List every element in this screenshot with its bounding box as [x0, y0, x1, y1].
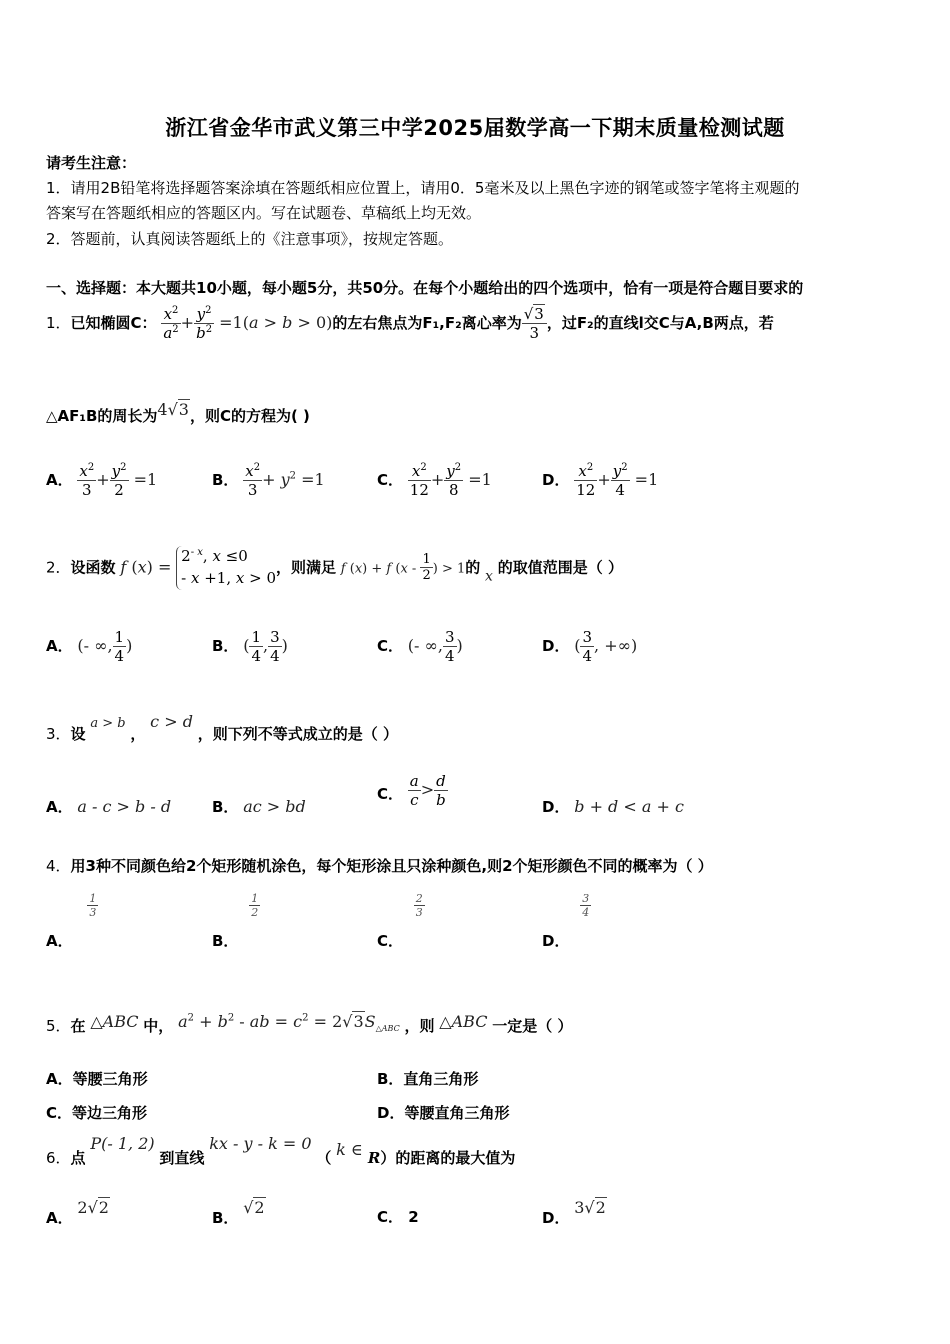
question-4-line: 4．用3种不同颜色给2个矩形随机涂色，每个矩形涂且只涂种颜色,则2个矩形颜色不同的概率为（ ） [46, 857, 713, 875]
question-4-option-a[interactable]: A． $\frac{1}{3}$ [46, 892, 97, 951]
question-1-option-b[interactable]: B． $\frac{x^2}{3}$ + $y^2 =1$ [212, 462, 325, 499]
question-5-option-a[interactable]: A．等腰三角形 [46, 1070, 148, 1088]
piecewise-function: $2^{- x}$, x ≤0 - x +1, x > 0 [176, 546, 276, 590]
question-2-option-b[interactable]: B． ( $\frac{1}{4}$ , $\frac{3}{4}$ ) [212, 628, 288, 665]
question-1-line: 1．已知椭圆C： $\frac{x^2}{a^2}$ + $\frac{y^2}{b^2}$ =1(a > b > 0)的左右焦点为F₁,F₂离心率为 $\frac{√3}{3}$ ，过F₂的直线l交C与A,B两点，若 [46, 305, 774, 342]
question-1-option-c[interactable]: C． $\frac{x^2}{12}$ + $\frac{y^2}{8}$ =1 [377, 462, 492, 499]
question-6-line: 6．点 P(- 1, 2) 到直线 kx - y - k = 0 （ k ∈ R）的距离的最大值为 [46, 1134, 516, 1167]
question-3-option-b[interactable]: B． ac > bd [212, 797, 306, 816]
question-4-option-d[interactable]: D． $\frac{3}{4}$ [542, 892, 590, 951]
question-3-option-d[interactable]: D． b + d < a + c [542, 797, 684, 816]
question-6-option-c[interactable]: C． 2 [377, 1208, 419, 1226]
page-title: 浙江省金华市武义第三中学2025届数学高一下期末质量检测试题 [165, 116, 785, 140]
question-2-line: 2．设函数 f $(x) = 2^{- x}$, x ≤0 - x +1, x > 0，则满足 f (x) + f (x - $\frac{1}{2}$ ) > 1的 x 的取值范围是（ ） [46, 546, 623, 590]
question-6-option-d[interactable]: D． 3√2 [542, 1198, 606, 1227]
question-1-option-d[interactable]: D． $\frac{x^2}{12}$ + $\frac{y^2}{4}$ =1 [542, 462, 659, 499]
notice-line-1: 1．请用2B铅笔将选择题答案涂填在答题纸相应位置上，请用0．5毫米及以上黑色字迹的钢笔或签字笔将主观题的 [46, 179, 800, 197]
question-5-option-c[interactable]: C．等边三角形 [46, 1104, 148, 1122]
question-3-line: 3．设 a > b ， c > d ，则下列不等式成立的是（ ） [46, 712, 398, 743]
question-4-option-b[interactable]: B． $\frac{1}{2}$ [212, 892, 259, 951]
question-5-option-b[interactable]: B．直角三角形 [377, 1070, 479, 1088]
ellipse-x-term: $\frac{x^2}{a^2}$ [163, 305, 179, 342]
question-5-option-d[interactable]: D．等腰直角三角形 [377, 1104, 510, 1122]
question-5-line: 5．在 △ABC 中， $a^2 + b^2$ - ab = $c^2 = 2√3S_{\triangle ABC}$ ，则 △ABC 一定是（ ） [46, 1012, 573, 1035]
ellipse-y-term: $\frac{y^2}{b^2}$ [196, 305, 213, 342]
question-1-option-a[interactable]: A． $\frac{x^2}{3}$ + $\frac{y^2}{2}$ =1 [46, 462, 158, 499]
section-heading: 一、选择题：本大题共10小题，每小题5分，共50分。在每个小题给出的四个选项中，恰有一项是符合题目要求的 [46, 279, 804, 297]
question-6-option-b[interactable]: B． √2 [212, 1198, 265, 1227]
question-1-number: 1． [46, 314, 71, 332]
question-6-option-a[interactable]: A． 2√2 [46, 1198, 109, 1227]
question-1-line-2: △AF₁B的周长为4√3，则C的方程为( ) [46, 400, 310, 425]
eccentricity-value: $\frac{√3}{3}$ [522, 305, 547, 342]
question-2-option-d[interactable]: D． ( $\frac{3}{4}$ , +∞) [542, 628, 638, 665]
question-3-option-c[interactable]: C． $\frac{a}{c}$ > $\frac{d}{b}$ [377, 772, 446, 809]
question-3-option-a[interactable]: A． a - c > b - d [46, 797, 172, 816]
question-2-option-c[interactable]: C． (- ∞, $\frac{3}{4}$ ) [377, 628, 463, 665]
line-equation: kx - y - k = 0 [209, 1134, 312, 1153]
question-4-option-c[interactable]: C． $\frac{2}{3}$ [377, 892, 423, 951]
point-p: P(- 1, 2) [90, 1134, 155, 1153]
notice-heading: 请考生注意： [46, 154, 137, 172]
notice-line-2: 2．答题前，认真阅读答题纸上的《注意事项》，按规定答题。 [46, 230, 454, 248]
question-2-option-a[interactable]: A． (- ∞, $\frac{1}{4}$ ) [46, 628, 133, 665]
notice-line-1b: 答案写在答题纸相应的答题区内。写在试题卷、草稿纸上均无效。 [46, 204, 482, 222]
